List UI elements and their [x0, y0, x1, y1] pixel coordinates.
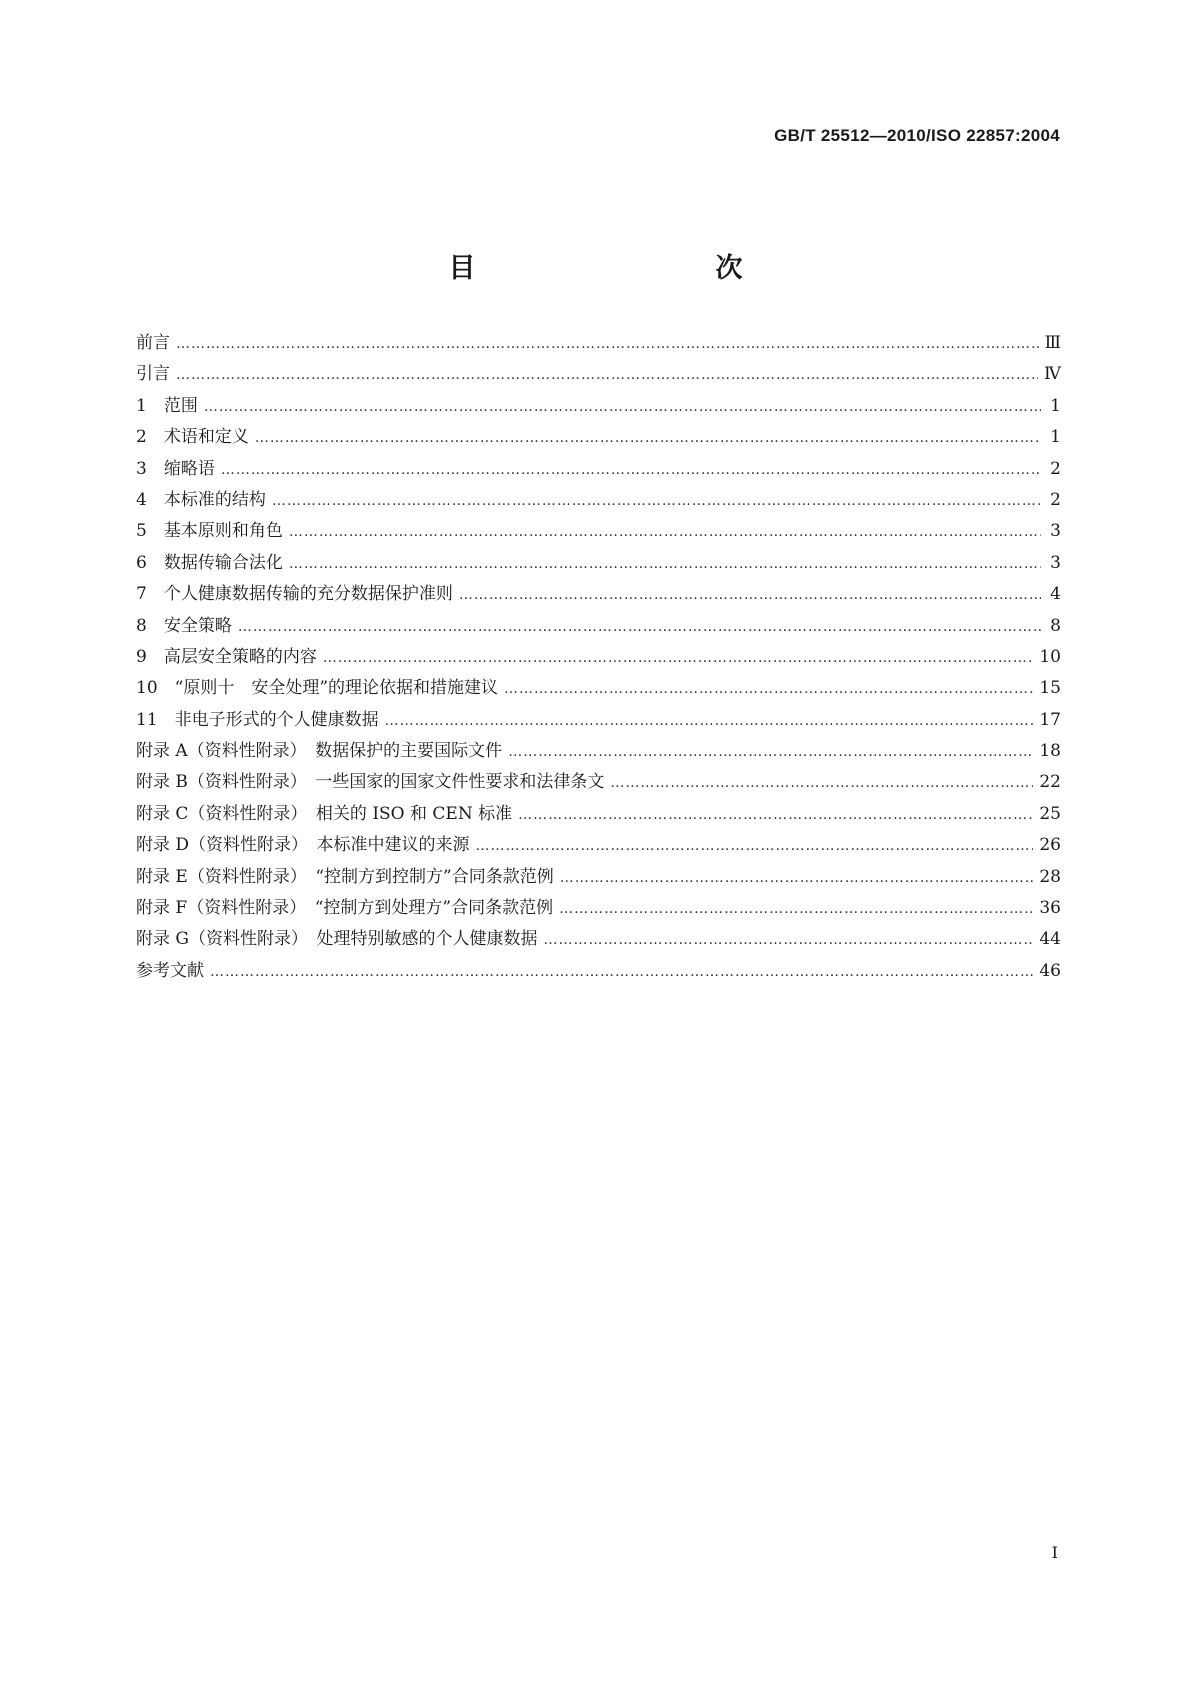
toc-entry-page: 2: [1050, 489, 1061, 510]
toc-entry-page: Ⅲ: [1044, 333, 1061, 353]
toc-entry[interactable]: [136, 767, 1061, 798]
toc-entry[interactable]: [136, 799, 1061, 830]
toc-entry[interactable]: [136, 359, 1061, 390]
toc-entry-page: Ⅳ: [1044, 364, 1061, 385]
toc-entry[interactable]: [136, 862, 1061, 893]
toc-entry[interactable]: [136, 611, 1061, 642]
toc-entry-page: 36: [1039, 898, 1061, 919]
toc-entry-page: 1: [1050, 395, 1061, 416]
toc-entry-page: 28: [1039, 866, 1061, 887]
dot-leader: [543, 925, 1033, 956]
dot-leader: [476, 831, 1034, 862]
toc-entry-label: 8 安全策略: [136, 615, 232, 636]
toc-entry-label: 6 数据传输合法化: [136, 552, 283, 573]
toc-entry-page: 8: [1050, 615, 1061, 636]
toc-entry-label: 1 范围: [136, 395, 198, 416]
toc-entry-label: 10 “原则十 安全处理”的理论依据和措施建议: [136, 678, 499, 699]
toc-entry-page: 46: [1039, 960, 1061, 981]
toc-entry-label: 附录 D（资料性附录） 本标准中建议的来源: [136, 835, 470, 856]
dot-leader: [560, 863, 1034, 894]
toc-entry[interactable]: [136, 548, 1061, 579]
toc-entry-page: 25: [1039, 803, 1061, 824]
toc-entry[interactable]: [136, 642, 1061, 673]
toc-entry-page: 15: [1039, 678, 1061, 699]
dot-leader: [289, 549, 1041, 580]
toc-entry-page: 44: [1039, 929, 1061, 950]
toc-entry[interactable]: [136, 956, 1061, 987]
dot-leader: [204, 392, 1041, 423]
dot-leader: [176, 329, 1039, 360]
toc-entry-label: 前言: [136, 333, 170, 353]
dot-leader: [221, 455, 1041, 486]
page-title: 目 次: [448, 253, 805, 285]
toc-entry-label: 3 缩略语: [136, 458, 215, 479]
toc-entry[interactable]: [136, 673, 1061, 704]
toc-entry[interactable]: [136, 485, 1061, 516]
toc-entry-label: 7 个人健康数据传输的充分数据保护准则: [136, 584, 453, 605]
toc-entry-page: 18: [1039, 741, 1061, 762]
toc-entry[interactable]: [136, 579, 1061, 610]
toc-entry-label: 参考文献: [136, 960, 204, 981]
toc-entry[interactable]: [136, 516, 1061, 547]
toc-entry-label: 附录 A（资料性附录） 数据保护的主要国际文件: [136, 741, 503, 762]
toc-entry-label: 5 基本原则和角色: [136, 521, 283, 542]
toc-entry[interactable]: [136, 328, 1061, 359]
toc-entry-page: 22: [1039, 772, 1061, 793]
dot-leader: [272, 486, 1041, 517]
dot-leader: [385, 706, 1034, 737]
toc-entry-page: 17: [1039, 709, 1061, 730]
toc-entry[interactable]: [136, 422, 1061, 453]
toc-entry-label: 附录 B（资料性附录） 一些国家的国家文件性要求和法律条文: [136, 772, 605, 793]
dot-leader: [255, 423, 1041, 454]
dot-leader: [210, 957, 1033, 988]
dot-leader: [504, 674, 1033, 705]
toc-entry-label: 附录 E（资料性附录） “控制方到控制方”合同条款范例: [136, 866, 554, 887]
toc-entry-label: 11 非电子形式的个人健康数据: [136, 709, 379, 730]
toc-entry-label: 2 术语和定义: [136, 427, 249, 448]
toc-entry-label: 附录 G（资料性附录） 处理特别敏感的个人健康数据: [136, 929, 538, 950]
toc-entry[interactable]: [136, 924, 1061, 955]
toc-entry[interactable]: [136, 830, 1061, 861]
dot-leader: [508, 737, 1033, 768]
dot-leader: [323, 643, 1034, 674]
toc-entry-page: 10: [1039, 646, 1061, 667]
dot-leader: [289, 517, 1041, 548]
toc-entry[interactable]: [136, 893, 1061, 924]
page-number: Ⅰ: [1051, 1543, 1058, 1562]
toc-entry-page: 3: [1050, 552, 1061, 573]
dot-leader: [559, 894, 1033, 925]
toc-entry[interactable]: [136, 391, 1061, 422]
dot-leader: [176, 360, 1038, 391]
toc-entry[interactable]: [136, 705, 1061, 736]
toc-entry-label: 9 高层安全策略的内容: [136, 646, 317, 667]
toc-entry-label: 附录 C（资料性附录） 相关的 ISO 和 CEN 标准: [136, 803, 513, 824]
toc-entry[interactable]: [136, 454, 1061, 485]
toc-entry-page: 3: [1050, 521, 1061, 542]
toc-entry-page: 4: [1050, 584, 1061, 605]
toc-entry-label: 4 本标准的结构: [136, 489, 266, 510]
table-of-contents: [136, 328, 1061, 987]
dot-leader: [518, 800, 1033, 831]
dot-leader: [610, 768, 1033, 799]
toc-entry-page: 1: [1050, 427, 1061, 448]
standard-number: GB/T 25512—2010/ISO 22857:2004: [774, 126, 1060, 145]
toc-entry-label: 引言: [136, 364, 170, 385]
toc-entry-page: 2: [1050, 458, 1061, 479]
toc-entry-label: 附录 F（资料性附录） “控制方到处理方”合同条款范例: [136, 898, 554, 919]
toc-entry-page: 26: [1039, 835, 1061, 856]
dot-leader: [238, 612, 1041, 643]
dot-leader: [459, 580, 1041, 611]
toc-entry[interactable]: [136, 736, 1061, 767]
